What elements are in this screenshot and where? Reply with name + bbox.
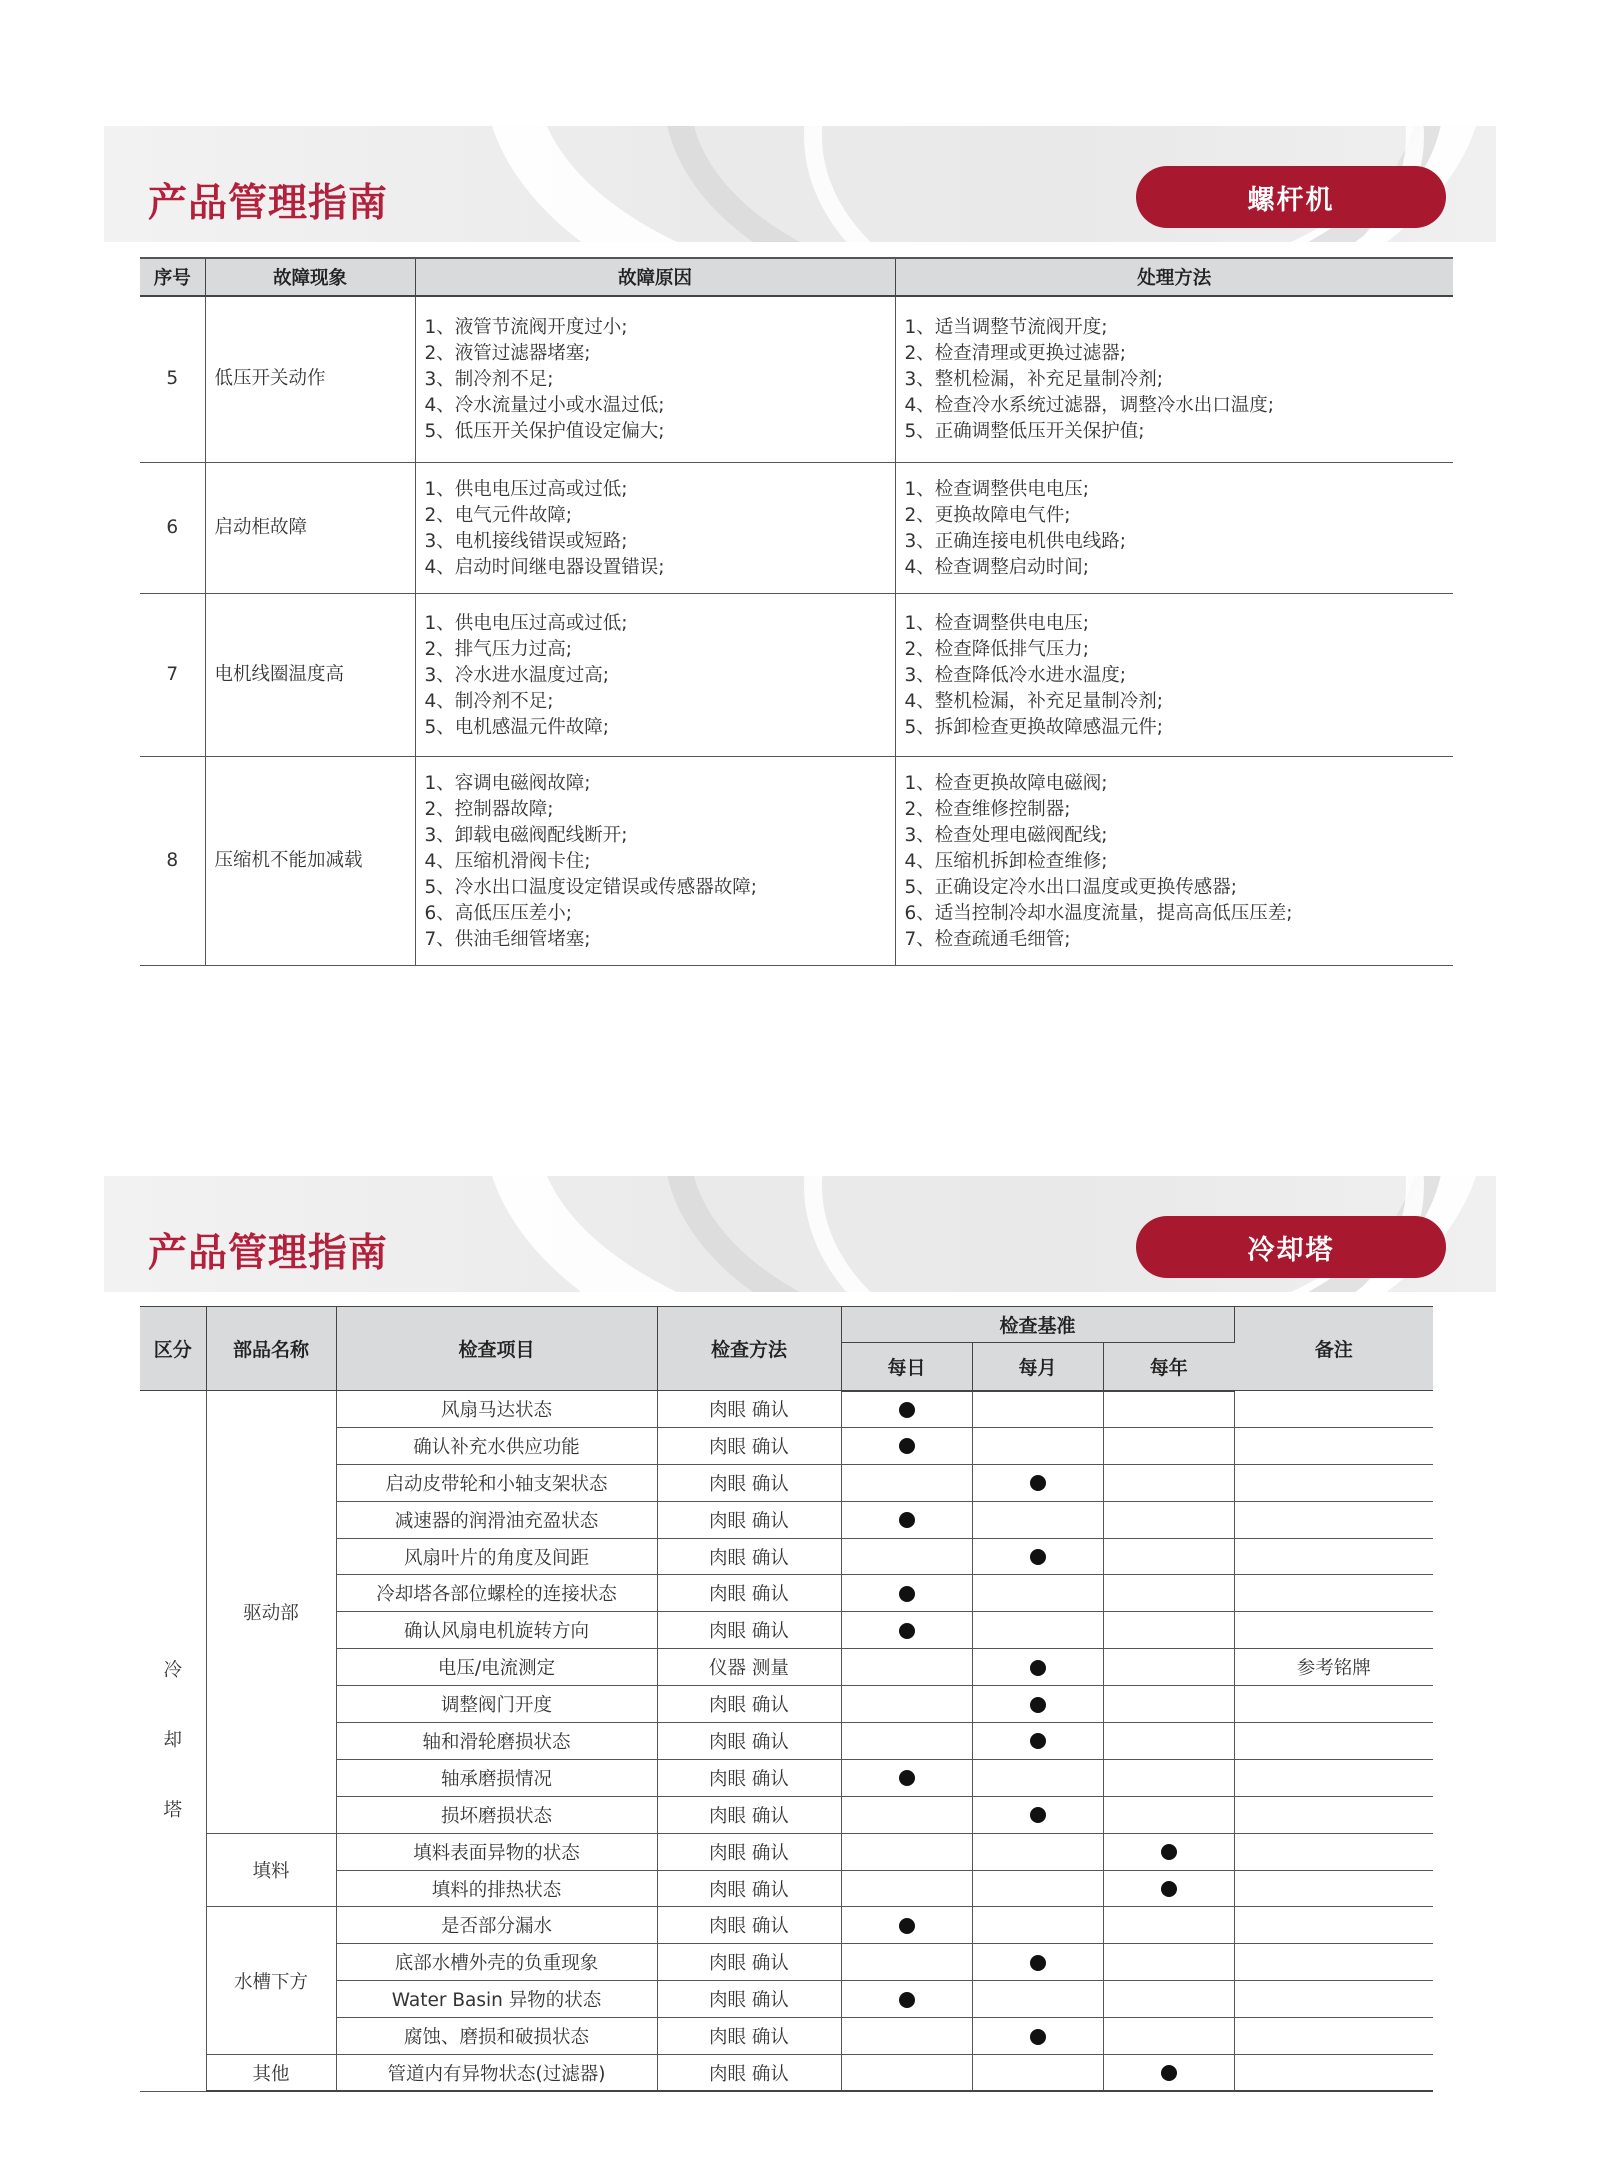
fault-phenomenon: 压缩机不能加减载: [205, 756, 415, 965]
fault-phenomenon: 低压开关动作: [205, 296, 415, 462]
fault-cause: 6、高低压压差小;: [424, 902, 573, 924]
remark: 参考铭牌: [1234, 1649, 1433, 1686]
header-yearly: 每年: [1103, 1343, 1234, 1391]
fault-cause: 4、制冷剂不足;: [424, 690, 554, 712]
freq-yearly: [1103, 1649, 1234, 1686]
freq-yearly: [1103, 1575, 1234, 1612]
freq-yearly: [1103, 1538, 1234, 1575]
check-method: 肉眼 确认: [657, 1427, 841, 1464]
header-banner-screw: [104, 126, 1496, 242]
fault-method: 2、检查清理或更换过滤器;: [904, 343, 1127, 365]
fault-method: 3、整机检漏，补充足量制冷剂;: [904, 369, 1164, 391]
check-method: 肉眼 确认: [657, 2018, 841, 2055]
check-mark-icon: [899, 1402, 915, 1418]
fault-cause: 3、制冷剂不足;: [424, 369, 554, 391]
check-item: 轴和滑轮磨损状态: [336, 1723, 657, 1760]
fault-method: 4、检查冷水系统过滤器，调整冷水出口温度;: [904, 395, 1275, 417]
check-item: 确认风扇电机旋转方向: [336, 1612, 657, 1649]
part-name: 驱动部: [206, 1391, 336, 1834]
fault-cause-list: [415, 756, 895, 965]
fault-method-list: [895, 296, 1453, 462]
area-char: 冷: [163, 1659, 182, 1681]
check-item: 底部水槽外壳的负重现象: [336, 1944, 657, 1981]
freq-monthly: [972, 2018, 1103, 2055]
check-mark-icon: [1030, 1733, 1046, 1749]
inspection-table: [140, 1306, 1433, 2092]
freq-yearly: [1103, 1686, 1234, 1723]
check-item: 风扇叶片的角度及间距: [336, 1538, 657, 1575]
check-item: 填料的排热状态: [336, 1870, 657, 1907]
header-method: 检查方法: [657, 1307, 841, 1391]
freq-monthly: [972, 1501, 1103, 1538]
freq-yearly: [1103, 1391, 1234, 1428]
remark: [1234, 1870, 1433, 1907]
check-method: 肉眼 确认: [657, 1686, 841, 1723]
freq-daily: [841, 2018, 972, 2055]
fault-row: [140, 593, 1453, 756]
remark: [1234, 1538, 1433, 1575]
fault-method: 6、适当控制冷却水温度流量，提高高低压压差;: [904, 902, 1293, 924]
check-item: 风扇马达状态: [336, 1391, 657, 1428]
fault-method: 5、正确设定冷水出口温度或更换传感器;: [904, 876, 1238, 898]
fault-cause: 2、电气元件故障;: [424, 504, 573, 526]
check-method: 肉眼 确认: [657, 1981, 841, 2018]
header-no: 序号: [140, 258, 205, 296]
check-method: 肉眼 确认: [657, 1833, 841, 1870]
freq-yearly: [1103, 1833, 1234, 1870]
fault-table: [140, 257, 1453, 966]
fault-row: [140, 462, 1453, 593]
freq-monthly: [972, 1575, 1103, 1612]
header-daily: 每日: [841, 1343, 972, 1391]
fault-method: 2、检查维修控制器;: [904, 798, 1071, 820]
check-mark-icon: [1030, 1660, 1046, 1676]
freq-daily: [841, 1944, 972, 1981]
banner-title: 产品管理指南: [148, 181, 389, 226]
header-method: 处理方法: [895, 258, 1453, 296]
freq-yearly: [1103, 1464, 1234, 1501]
fault-phenomenon: 启动柜故障: [205, 462, 415, 593]
freq-monthly: [972, 1759, 1103, 1796]
check-mark-icon: [899, 1438, 915, 1454]
fault-method-list: [895, 756, 1453, 965]
fault-cause: 3、卸载电磁阀配线断开;: [424, 824, 628, 846]
check-method: 肉眼 确认: [657, 1870, 841, 1907]
freq-daily: [841, 1501, 972, 1538]
freq-monthly: [972, 1612, 1103, 1649]
check-method: 肉眼 确认: [657, 1501, 841, 1538]
area-cell: [140, 1391, 206, 2092]
fault-method: 4、检查调整启动时间;: [904, 556, 1090, 578]
remark: [1234, 1612, 1433, 1649]
fault-cause: 5、低压开关保护值设定偏大;: [424, 421, 665, 443]
check-mark-icon: [1030, 1697, 1046, 1713]
fault-cause: 4、冷水流量过小或水温过低;: [424, 395, 665, 417]
fault-method: 4、压缩机拆卸检查维修;: [904, 850, 1108, 872]
fault-method: 2、更换故障电气件;: [904, 504, 1071, 526]
check-item: 减速器的润滑油充盈状态: [336, 1501, 657, 1538]
freq-yearly: [1103, 1501, 1234, 1538]
header-remark: 备注: [1234, 1307, 1433, 1391]
freq-monthly: [972, 1649, 1103, 1686]
fault-cause: 2、排气压力过高;: [424, 638, 573, 660]
category-badge: 冷却塔: [1136, 1216, 1446, 1278]
remark: [1234, 1944, 1433, 1981]
part-name: 填料: [206, 1833, 336, 1907]
check-method: 肉眼 确认: [657, 1464, 841, 1501]
fault-number: 7: [140, 593, 205, 756]
freq-yearly: [1103, 2018, 1234, 2055]
check-mark-icon: [899, 1512, 915, 1528]
check-method: 肉眼 确认: [657, 1944, 841, 1981]
part-name: 其他: [206, 2055, 336, 2092]
area-char: 塔: [163, 1799, 182, 1821]
check-method: 肉眼 确认: [657, 2055, 841, 2092]
check-mark-icon: [899, 1623, 915, 1639]
freq-daily: [841, 1796, 972, 1833]
inspection-row: [140, 2055, 1433, 2092]
freq-daily: [841, 1686, 972, 1723]
check-mark-icon: [1161, 1881, 1177, 1897]
check-item: 冷却塔各部位螺栓的连接状态: [336, 1575, 657, 1612]
freq-monthly: [972, 1981, 1103, 2018]
freq-daily: [841, 1981, 972, 2018]
check-item: 启动皮带轮和小轴支架状态: [336, 1464, 657, 1501]
remark: [1234, 1427, 1433, 1464]
check-item: 是否部分漏水: [336, 1907, 657, 1944]
fault-method: 2、检查降低排气压力;: [904, 638, 1090, 660]
check-item: 腐蚀、磨损和破损状态: [336, 2018, 657, 2055]
freq-monthly: [972, 1833, 1103, 1870]
header-banner-cooling-tower: [104, 1176, 1496, 1292]
check-item: 轴承磨损情况: [336, 1759, 657, 1796]
check-method: 仪器 测量: [657, 1649, 841, 1686]
inspection-table-header: [140, 1307, 1433, 1343]
freq-daily: [841, 1723, 972, 1760]
fault-method: 1、适当调整节流阀开度;: [904, 317, 1108, 339]
remark: [1234, 1907, 1433, 1944]
fault-method: 4、整机检漏，补充足量制冷剂;: [904, 690, 1164, 712]
fault-method: 1、检查更换故障电磁阀;: [904, 772, 1108, 794]
check-item: Water Basin 异物的状态: [336, 1981, 657, 2018]
freq-daily: [841, 1833, 972, 1870]
fault-method-list: [895, 593, 1453, 756]
fault-method: 1、检查调整供电电压;: [904, 612, 1090, 634]
check-method: 肉眼 确认: [657, 1391, 841, 1428]
fault-method: 3、检查降低冷水进水温度;: [904, 664, 1127, 686]
freq-monthly: [972, 1686, 1103, 1723]
check-method: 肉眼 确认: [657, 1723, 841, 1760]
freq-daily: [841, 1538, 972, 1575]
header-phenomenon: 故障现象: [205, 258, 415, 296]
remark: [1234, 1833, 1433, 1870]
fault-cause: 3、电机接线错误或短路;: [424, 530, 628, 552]
freq-monthly: [972, 1464, 1103, 1501]
check-mark-icon: [1030, 1549, 1046, 1565]
remark: [1234, 1723, 1433, 1760]
freq-daily: [841, 2055, 972, 2092]
freq-daily: [841, 1907, 972, 1944]
check-mark-icon: [1161, 2065, 1177, 2081]
check-mark-icon: [899, 1918, 915, 1934]
check-mark-icon: [1161, 1844, 1177, 1860]
check-method: 肉眼 确认: [657, 1796, 841, 1833]
part-name: 水槽下方: [206, 1907, 336, 2055]
remark: [1234, 1391, 1433, 1428]
fault-cause-list: [415, 462, 895, 593]
freq-daily: [841, 1391, 972, 1428]
fault-cause-list: [415, 593, 895, 756]
remark: [1234, 1796, 1433, 1833]
check-mark-icon: [899, 1770, 915, 1786]
inspection-row: [140, 1391, 1433, 1428]
check-item: 电压/电流测定: [336, 1649, 657, 1686]
freq-daily: [841, 1870, 972, 1907]
check-method: 肉眼 确认: [657, 1538, 841, 1575]
header-monthly: 每月: [972, 1343, 1103, 1391]
header-item: 检查项目: [336, 1307, 657, 1391]
freq-yearly: [1103, 1944, 1234, 1981]
fault-method: 1、检查调整供电电压;: [904, 478, 1090, 500]
freq-monthly: [972, 1723, 1103, 1760]
freq-yearly: [1103, 1759, 1234, 1796]
freq-daily: [841, 1427, 972, 1464]
fault-cause: 2、液管过滤器堵塞;: [424, 343, 591, 365]
fault-method: 5、拆卸检查更换故障感温元件;: [904, 716, 1164, 738]
header-standard: 检查基准: [841, 1307, 1234, 1343]
fault-number: 5: [140, 296, 205, 462]
remark: [1234, 1686, 1433, 1723]
remark: [1234, 1464, 1433, 1501]
freq-monthly: [972, 1944, 1103, 1981]
freq-monthly: [972, 1391, 1103, 1428]
freq-daily: [841, 1612, 972, 1649]
freq-monthly: [972, 1427, 1103, 1464]
fault-method: 5、正确调整低压开关保护值;: [904, 421, 1145, 443]
check-mark-icon: [899, 1586, 915, 1602]
freq-yearly: [1103, 1981, 1234, 2018]
remark: [1234, 1575, 1433, 1612]
fault-phenomenon: 电机线圈温度高: [205, 593, 415, 756]
fault-cause: 5、电机感温元件故障;: [424, 716, 610, 738]
header-cause: 故障原因: [415, 258, 895, 296]
fault-cause: 5、冷水出口温度设定错误或传感器故障;: [424, 876, 758, 898]
freq-monthly: [972, 2055, 1103, 2092]
fault-cause: 1、供电电压过高或过低;: [424, 478, 628, 500]
freq-yearly: [1103, 2055, 1234, 2092]
freq-yearly: [1103, 1907, 1234, 1944]
freq-yearly: [1103, 1723, 1234, 1760]
freq-monthly: [972, 1907, 1103, 1944]
check-item: 确认补充水供应功能: [336, 1427, 657, 1464]
check-method: 肉眼 确认: [657, 1575, 841, 1612]
freq-yearly: [1103, 1427, 1234, 1464]
freq-yearly: [1103, 1612, 1234, 1649]
inspection-row: [140, 1833, 1433, 1870]
fault-row: [140, 296, 1453, 462]
fault-cause: 2、控制器故障;: [424, 798, 554, 820]
fault-cause: 1、容调电磁阀故障;: [424, 772, 591, 794]
fault-method-list: [895, 462, 1453, 593]
check-method: 肉眼 确认: [657, 1907, 841, 1944]
category-badge: 螺杆机: [1136, 166, 1446, 228]
check-mark-icon: [1030, 1475, 1046, 1491]
fault-cause: 1、供电电压过高或过低;: [424, 612, 628, 634]
fault-number: 8: [140, 756, 205, 965]
header-part: 部品名称: [206, 1307, 336, 1391]
fault-method: 3、正确连接电机供电线路;: [904, 530, 1127, 552]
check-item: 填料表面异物的状态: [336, 1833, 657, 1870]
fault-cause: 3、冷水进水温度过高;: [424, 664, 610, 686]
freq-daily: [841, 1649, 972, 1686]
header-area: 区分: [140, 1307, 206, 1391]
remark: [1234, 1759, 1433, 1796]
fault-row: [140, 756, 1453, 965]
check-method: 肉眼 确认: [657, 1612, 841, 1649]
check-method: 肉眼 确认: [657, 1759, 841, 1796]
remark: [1234, 2055, 1433, 2092]
fault-method: 7、检查疏通毛细管;: [904, 928, 1071, 950]
check-item: 损坏磨损状态: [336, 1796, 657, 1833]
banner-title: 产品管理指南: [148, 1231, 389, 1276]
freq-monthly: [972, 1870, 1103, 1907]
fault-cause-list: [415, 296, 895, 462]
remark: [1234, 1501, 1433, 1538]
freq-daily: [841, 1759, 972, 1796]
check-mark-icon: [1030, 1807, 1046, 1823]
check-item: 调整阀门开度: [336, 1686, 657, 1723]
freq-yearly: [1103, 1870, 1234, 1907]
freq-yearly: [1103, 1796, 1234, 1833]
check-mark-icon: [1030, 2029, 1046, 2045]
fault-number: 6: [140, 462, 205, 593]
fault-cause: 4、压缩机滑阀卡住;: [424, 850, 591, 872]
remark: [1234, 2018, 1433, 2055]
check-mark-icon: [1030, 1955, 1046, 1971]
check-mark-icon: [899, 1992, 915, 2008]
fault-table-header: [140, 258, 1453, 296]
area-char: 却: [163, 1729, 182, 1751]
freq-monthly: [972, 1538, 1103, 1575]
remark: [1234, 1981, 1433, 2018]
inspection-row: [140, 1907, 1433, 1944]
fault-cause: 1、液管节流阀开度过小;: [424, 317, 628, 339]
fault-cause: 4、启动时间继电器设置错误;: [424, 556, 665, 578]
fault-cause: 7、供油毛细管堵塞;: [424, 928, 591, 950]
check-item: 管道内有异物状态(过滤器): [336, 2055, 657, 2092]
fault-method: 3、检查处理电磁阀配线;: [904, 824, 1108, 846]
freq-monthly: [972, 1796, 1103, 1833]
freq-daily: [841, 1575, 972, 1612]
freq-daily: [841, 1464, 972, 1501]
